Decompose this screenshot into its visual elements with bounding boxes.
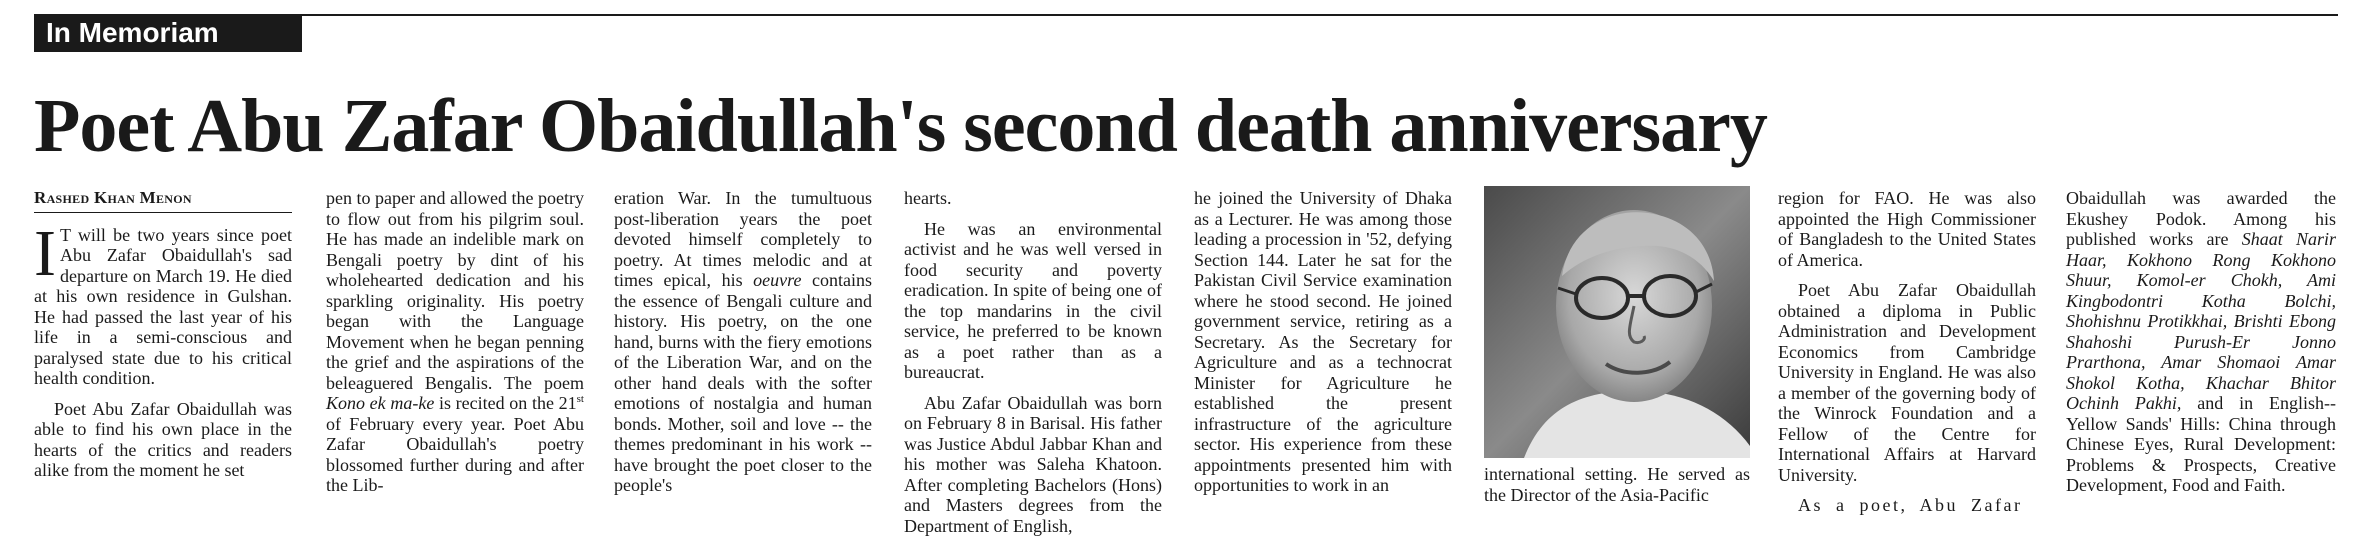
paragraph-text: of February every year. Poet Abu Zafar Obaidullah's poetry blossomed further during and after the Lib- bbox=[326, 413, 584, 495]
column-3 bbox=[614, 188, 872, 496]
paragraph-text: Obaidullah was awarded the Ekushey Podok. Among his published works are bbox=[2066, 188, 2336, 249]
ordinal-suffix: st bbox=[576, 393, 584, 405]
column-7 bbox=[1778, 188, 2036, 516]
paragraph: He was an environmental activist and he was well versed in food security and poverty eradication. In spite of being one of the top mandarins in the civil service, he preferred to be known as a poet rather than as a bureaucrat. bbox=[904, 218, 1162, 382]
paragraph: he joined the University of Dhaka as a Lecturer. He was among those leading a procession in '52, defying Section 144. Later he sat for the Pakistan Civil Service examination where he stood second. He joined government service, retiring as a Secretary. As the Secretary for Agriculture and as a technocrat Minister for Agriculture he established the present infrastructure of the agriculture sector. His experience from these appointments presented him with opportunities to work in an bbox=[1194, 188, 1452, 495]
section-label: In Memoriam bbox=[34, 14, 302, 52]
column-1 bbox=[34, 188, 292, 481]
paragraph: Poet Abu Zafar Obaidullah obtained a diploma in Public Administration and Development Economics from Cambridge University in England. He was also a member of the governing body of the Winrock Foundation and a Fellow of the Centre for International Affairs at Harvard University. bbox=[1778, 280, 2036, 485]
paragraph bbox=[34, 216, 292, 389]
paragraph-text: is recited on the 21 bbox=[434, 393, 577, 413]
paragraph bbox=[326, 188, 584, 496]
column-2 bbox=[326, 188, 584, 496]
paragraph bbox=[2066, 188, 2336, 496]
drop-cap: I bbox=[34, 216, 56, 290]
italic-term: oeuvre bbox=[753, 270, 802, 290]
paragraph: international setting. He served as the Director of the Asia-Pacific bbox=[1484, 464, 1750, 505]
poem-title: Kono ek ma-ke bbox=[326, 393, 435, 413]
paragraph-text: and in English-- Yellow Sands' Hills: China through Chinese Eyes, Rural Development: Problems & Prospects, Creative Development, Food and Faith. bbox=[2066, 393, 2336, 495]
column-6 bbox=[1484, 464, 1750, 505]
works-list: Shaat Narir Haar, Kokhono Rong Kokhono Shuur, Komol-er Chokh, Ami Kingbodontri Kotha Bolchi, Shohishnu Protikkhai, Brishti Ebong Shahoshi Purush-Er Jonno Prarthona, Amar Shomaoi Amar Shokol Kotha, Khachar Bhitor Ochinh Pakhi, bbox=[2066, 229, 2336, 413]
column-8 bbox=[2066, 188, 2336, 496]
paragraph: Poet Abu Zafar Obaidullah was able to find his own place in the hearts of the critics and readers alike from the moment he set bbox=[34, 398, 292, 480]
paragraph-text: T will be two years since poet Abu Zafar Obaidullah's sad departure on March 19. He died at his own residence in Gulshan. He had passed the last year of his life in a semi-conscious and paralysed state due to his critical health condition. bbox=[34, 224, 292, 388]
top-rule bbox=[34, 14, 2338, 16]
paragraph: region for FAO. He was also appointed the High Commissioner of Bangladesh to the United States of America. bbox=[1778, 188, 2036, 270]
column-5 bbox=[1194, 188, 1452, 496]
paragraph-text: contains the essence of Bengali culture and history. His poetry, on the one hand, burns with the fiery emotions of the Liberation War, and on the other hand deals with the softer emotions of nostalgia and human bonds. Mother, soil and love -- the themes predominant in his work -- have brought the poet closer to the people's bbox=[614, 270, 872, 495]
headline: Poet Abu Zafar Obaidullah's second death anniversary bbox=[34, 84, 1767, 168]
paragraph bbox=[614, 188, 872, 496]
portrait-photo bbox=[1484, 186, 1750, 458]
column-4 bbox=[904, 188, 1162, 536]
paragraph: hearts. bbox=[904, 188, 952, 208]
paragraph: As a poet, Abu Zafar bbox=[1798, 495, 2023, 515]
paragraph-text: eration War. In the tumultuous post-liberation years the poet devoted himself completely to poetry. At times melodic and at times epical, his bbox=[614, 188, 872, 290]
paragraph-text: pen to paper and allowed the poetry to flow out from his pilgrim soul. He has made an indelible mark on Bengali poetry by dint of his wholehearted dedication and his sparkling originality. His poetry began with the Language Movement when he began penning the grief and the aspirations of the beleaguered Bengalis. The poem bbox=[326, 188, 584, 393]
byline: Rashed Khan Menon bbox=[34, 188, 292, 213]
portrait-photo-icon bbox=[1484, 186, 1750, 458]
paragraph: Abu Zafar Obaidullah was born on February 8 in Barisal. His father was Justice Abdul Jabbar Khan and his mother was Saleha Khatoon. After completing Bachelors (Hons) and Masters degrees from the Department of English, bbox=[904, 392, 1162, 536]
